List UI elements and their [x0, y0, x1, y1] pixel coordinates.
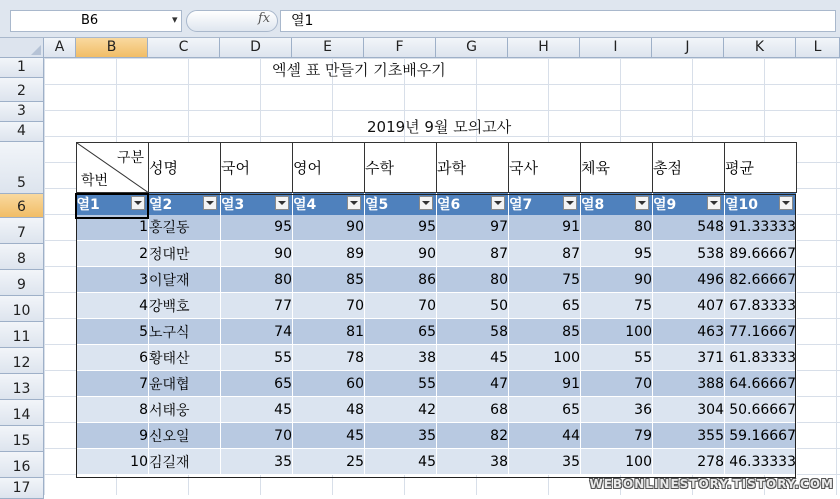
score-cell[interactable]: 95 [221, 215, 293, 241]
student-no-cell[interactable]: 8 [77, 397, 149, 423]
score-cell[interactable]: 55 [221, 345, 293, 371]
select-all-button[interactable] [0, 38, 44, 58]
filter-header-row [77, 193, 797, 215]
column-header-d[interactable]: D [220, 38, 292, 58]
score-cell[interactable]: 81 [293, 319, 365, 345]
column-header-e[interactable]: E [292, 38, 364, 58]
formula-input[interactable]: 열1 [280, 10, 836, 32]
filter-header-label: 열4 [293, 196, 317, 213]
table-row [77, 267, 797, 293]
score-cell[interactable]: 38 [437, 449, 509, 475]
average-cell[interactable]: 61.83333 [725, 345, 797, 371]
score-cell[interactable]: 25 [293, 449, 365, 475]
filter-header-cell[interactable] [437, 193, 509, 215]
subject-header-cell[interactable]: 과학 [437, 143, 509, 193]
score-cell[interactable]: 35 [365, 423, 437, 449]
row-header-8[interactable]: 8 [0, 244, 44, 270]
total-cell[interactable]: 538 [653, 241, 725, 267]
insert-function-icon[interactable]: fx [258, 11, 271, 26]
name-box[interactable]: B6 [10, 10, 182, 32]
score-cell[interactable]: 75 [509, 267, 581, 293]
average-cell[interactable]: 64.66667 [725, 371, 797, 397]
name-cell[interactable]: 신오일 [149, 423, 221, 449]
average-cell[interactable]: 89.66667 [725, 241, 797, 267]
row-header-11[interactable]: 11 [0, 322, 44, 348]
filter-dropdown-icon[interactable] [131, 196, 145, 210]
row-header-14[interactable]: 14 [0, 400, 44, 426]
filter-header-cell[interactable] [365, 193, 437, 215]
subject-header-cell[interactable]: 체육 [581, 143, 653, 193]
score-cell[interactable]: 45 [221, 397, 293, 423]
student-no-cell[interactable]: 4 [77, 293, 149, 319]
diag-bottom-label: 학번 [81, 173, 109, 189]
row-header-2[interactable]: 2 [0, 78, 44, 102]
name-box-dropdown-icon[interactable]: ▾ [172, 13, 178, 26]
score-cell[interactable]: 47 [437, 371, 509, 397]
subject-header-cell[interactable]: 총점 [653, 143, 725, 193]
score-cell[interactable]: 70 [365, 293, 437, 319]
score-cell[interactable]: 35 [221, 449, 293, 475]
row-header-5[interactable]: 5 [0, 142, 44, 194]
column-header-c[interactable]: C [148, 38, 220, 58]
table-row [77, 241, 797, 267]
score-cell[interactable]: 58 [437, 319, 509, 345]
row-header-12[interactable]: 12 [0, 348, 44, 374]
row-header-17[interactable]: 17 [0, 478, 44, 499]
student-no-cell[interactable]: 10 [77, 449, 149, 475]
name-cell[interactable]: 강백호 [149, 293, 221, 319]
score-cell[interactable]: 60 [293, 371, 365, 397]
average-cell[interactable]: 91.33333 [725, 215, 797, 241]
table-row [77, 449, 797, 475]
average-cell[interactable]: 59.16667 [725, 423, 797, 449]
column-header-g[interactable]: G [436, 38, 508, 58]
column-header-h[interactable]: H [508, 38, 580, 58]
row-header-16[interactable]: 16 [0, 452, 44, 478]
score-cell[interactable]: 45 [365, 449, 437, 475]
subject-header-cell[interactable]: 성명 [149, 143, 221, 193]
score-cell[interactable]: 90 [581, 267, 653, 293]
subject-header-cell[interactable]: 평균 [725, 143, 797, 193]
student-no-cell[interactable]: 5 [77, 319, 149, 345]
column-header-l[interactable]: L [796, 38, 840, 58]
score-cell[interactable]: 68 [437, 397, 509, 423]
filter-header-label: 열5 [365, 196, 389, 213]
score-cell[interactable]: 100 [509, 345, 581, 371]
score-cell[interactable]: 65 [365, 319, 437, 345]
table-row [77, 319, 797, 345]
score-cell[interactable]: 42 [365, 397, 437, 423]
score-cell[interactable]: 90 [293, 215, 365, 241]
filter-header-cell[interactable] [77, 193, 149, 215]
name-cell[interactable]: 황태산 [149, 345, 221, 371]
score-cell[interactable]: 70 [581, 371, 653, 397]
row-header-1[interactable]: 1 [0, 58, 44, 78]
column-header-j[interactable]: J [652, 38, 724, 58]
row-header-3[interactable]: 3 [0, 102, 44, 122]
score-cell[interactable]: 95 [581, 241, 653, 267]
filter-header-cell[interactable] [725, 193, 797, 215]
score-cell[interactable]: 86 [365, 267, 437, 293]
subject-header-cell[interactable]: 수학 [365, 143, 437, 193]
column-header-a[interactable]: A [44, 38, 76, 58]
score-cell[interactable]: 38 [365, 345, 437, 371]
score-cell[interactable]: 36 [581, 397, 653, 423]
average-cell[interactable]: 46.33333 [725, 449, 797, 475]
subject-header-cell[interactable]: 영어 [293, 143, 365, 193]
average-cell[interactable]: 82.66667 [725, 267, 797, 293]
watermark: WEBONLINESTORY.TISTORY.COM [589, 477, 834, 491]
total-cell[interactable]: 407 [653, 293, 725, 319]
student-no-cell[interactable]: 6 [77, 345, 149, 371]
score-cell[interactable]: 85 [509, 319, 581, 345]
filter-dropdown-icon[interactable] [419, 196, 433, 210]
score-cell[interactable]: 91 [509, 371, 581, 397]
filter-header-label: 열9 [653, 196, 677, 213]
table-row [77, 423, 797, 449]
student-no-cell[interactable]: 3 [77, 267, 149, 293]
score-cell[interactable]: 89 [293, 241, 365, 267]
score-cell[interactable]: 55 [365, 371, 437, 397]
student-no-cell[interactable]: 7 [77, 371, 149, 397]
student-no-cell[interactable]: 9 [77, 423, 149, 449]
score-cell[interactable]: 48 [293, 397, 365, 423]
filter-header-cell[interactable] [653, 193, 725, 215]
filter-header-label: 열1 [76, 196, 100, 213]
diag-top-label: 구분 [116, 150, 144, 166]
name-cell[interactable]: 서태웅 [149, 397, 221, 423]
name-cell[interactable]: 윤대협 [149, 371, 221, 397]
total-cell[interactable]: 548 [653, 215, 725, 241]
average-cell[interactable]: 67.83333 [725, 293, 797, 319]
score-cell[interactable]: 80 [581, 215, 653, 241]
row-header-13[interactable]: 13 [0, 374, 44, 400]
score-cell[interactable]: 78 [293, 345, 365, 371]
subject-header-row [77, 143, 797, 193]
column-header-b[interactable]: B [76, 38, 148, 58]
total-cell[interactable]: 304 [653, 397, 725, 423]
filter-header-label: 열6 [437, 196, 461, 213]
select-all-triangle-icon [31, 45, 41, 55]
score-cell[interactable]: 85 [293, 267, 365, 293]
score-cell[interactable]: 75 [581, 293, 653, 319]
row-header-9[interactable]: 9 [0, 270, 44, 296]
average-cell[interactable]: 50.66667 [725, 397, 797, 423]
filter-header-label: 열8 [581, 196, 605, 213]
table-row [77, 371, 797, 397]
score-cell[interactable]: 70 [221, 423, 293, 449]
name-cell[interactable]: 김길재 [149, 449, 221, 475]
row-header-15[interactable]: 15 [0, 426, 44, 452]
score-cell[interactable]: 82 [437, 423, 509, 449]
name-cell[interactable]: 정대만 [149, 241, 221, 267]
total-cell[interactable]: 355 [653, 423, 725, 449]
filter-header-cell[interactable] [509, 193, 581, 215]
score-cell[interactable]: 100 [581, 449, 653, 475]
filter-header-label: 열2 [149, 196, 173, 213]
filter-dropdown-icon[interactable] [635, 196, 649, 210]
subject-header-cell[interactable]: 국사 [509, 143, 581, 193]
filter-header-cell[interactable] [149, 193, 221, 215]
total-cell[interactable]: 388 [653, 371, 725, 397]
subject-header-cell[interactable]: 국어 [221, 143, 293, 193]
score-cell[interactable]: 80 [221, 267, 293, 293]
column-header-i[interactable]: I [580, 38, 652, 58]
score-cell[interactable]: 91 [509, 215, 581, 241]
score-cell[interactable]: 45 [293, 423, 365, 449]
filter-header-cell[interactable] [293, 193, 365, 215]
sheet-title-cell[interactable]: 엑셀 표 만들기 기초배우기 [272, 61, 446, 79]
score-cell[interactable]: 80 [437, 267, 509, 293]
filter-dropdown-icon[interactable] [779, 196, 793, 210]
row-header-6[interactable]: 6 [0, 194, 44, 218]
filter-header-label: 열7 [509, 196, 533, 213]
column-header-f[interactable]: F [364, 38, 436, 58]
filter-header-label: 열3 [221, 196, 245, 213]
total-cell[interactable]: 496 [653, 267, 725, 293]
table-row [77, 215, 797, 241]
formula-bar [0, 0, 840, 38]
name-cell[interactable]: 홍길동 [149, 215, 221, 241]
score-cell[interactable]: 44 [509, 423, 581, 449]
score-cell[interactable]: 65 [221, 371, 293, 397]
score-cell[interactable]: 65 [509, 397, 581, 423]
filter-dropdown-icon[interactable] [203, 196, 217, 210]
filter-dropdown-icon[interactable] [347, 196, 361, 210]
name-cell[interactable]: 노구식 [149, 319, 221, 345]
filter-dropdown-icon[interactable] [707, 196, 721, 210]
filter-dropdown-icon[interactable] [563, 196, 577, 210]
table-title-cell[interactable]: 2019년 9월 모의고사 [367, 118, 512, 136]
student-no-cell[interactable]: 1 [77, 215, 149, 241]
score-cell[interactable]: 70 [293, 293, 365, 319]
filter-header-label: 열10 [725, 196, 759, 213]
total-cell[interactable]: 278 [653, 449, 725, 475]
filter-header-cell[interactable] [221, 193, 293, 215]
student-no-cell[interactable]: 2 [77, 241, 149, 267]
score-cell[interactable]: 77 [221, 293, 293, 319]
score-cell[interactable]: 97 [437, 215, 509, 241]
table-row [77, 397, 797, 423]
average-cell[interactable]: 77.16667 [725, 319, 797, 345]
row-header-4[interactable]: 4 [0, 122, 44, 142]
row-header-7[interactable]: 7 [0, 218, 44, 244]
diagonal-header-cell[interactable] [77, 143, 149, 193]
score-cell[interactable]: 100 [581, 319, 653, 345]
filter-dropdown-icon[interactable] [275, 196, 289, 210]
table-row [77, 293, 797, 319]
column-header-k[interactable]: K [724, 38, 796, 58]
score-cell[interactable]: 90 [365, 241, 437, 267]
score-cell[interactable]: 90 [221, 241, 293, 267]
total-cell[interactable]: 463 [653, 319, 725, 345]
score-table [76, 142, 797, 475]
score-cell[interactable]: 74 [221, 319, 293, 345]
score-cell[interactable]: 79 [581, 423, 653, 449]
row-header-10[interactable]: 10 [0, 296, 44, 322]
total-cell[interactable]: 371 [653, 345, 725, 371]
score-cell[interactable]: 65 [509, 293, 581, 319]
name-cell[interactable]: 이달재 [149, 267, 221, 293]
score-cell[interactable]: 87 [509, 241, 581, 267]
score-cell[interactable]: 95 [365, 215, 437, 241]
filter-dropdown-icon[interactable] [491, 196, 505, 210]
filter-header-cell[interactable] [581, 193, 653, 215]
table-row [77, 345, 797, 371]
score-cell[interactable]: 87 [437, 241, 509, 267]
score-cell[interactable]: 45 [437, 345, 509, 371]
score-cell[interactable]: 50 [437, 293, 509, 319]
score-cell[interactable]: 55 [581, 345, 653, 371]
score-cell[interactable]: 35 [509, 449, 581, 475]
